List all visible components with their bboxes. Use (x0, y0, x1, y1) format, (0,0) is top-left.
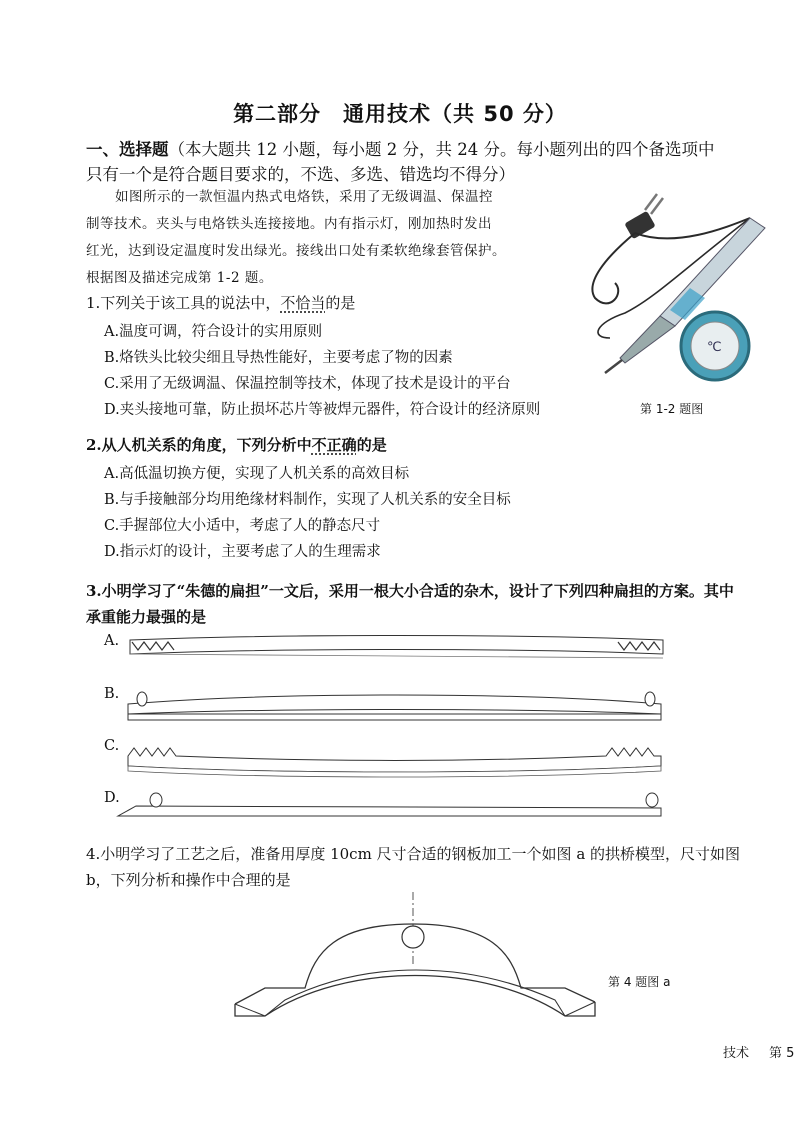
footer-subject: 技术 (723, 1046, 750, 1061)
section-desc-1: （本大题共 12 小题，每小题 2 分，共 24 分。每小题列出的四个备选项中 (168, 140, 715, 159)
figure-4-caption: 第 4 题图 a (608, 975, 671, 989)
section-heading: 一、选择题 (86, 140, 169, 159)
arch-bridge-figure (225, 892, 605, 1022)
svg-text:℃: ℃ (707, 340, 722, 355)
q1-option-d[interactable]: D.夹头接地可靠，防止损坏芯片等被焊元器件，符合设计的经济原则 (104, 402, 541, 418)
q1-emphasis: 不恰当 (280, 294, 326, 312)
q3-option-d-label[interactable]: D. (104, 790, 120, 806)
q1-option-a[interactable]: A.温度可调，符合设计的实用原则 (104, 324, 323, 340)
q2-option-c[interactable]: C.手握部位大小适中，考虑了人的静态尺寸 (104, 518, 381, 534)
section-header (86, 137, 714, 162)
q3-option-b-label[interactable]: B. (104, 686, 120, 702)
q3-option-c-label[interactable]: C. (104, 738, 120, 754)
q1-option-c[interactable]: C.采用了无级调温、保温控制等技术，体现了技术是设计的平台 (104, 376, 511, 392)
intro-line-4: 根据图及描述完成第 1-2 题。 (86, 270, 273, 286)
footer (723, 1042, 794, 1061)
q3-stem-1: 3.小明学习了“朱德的扁担”一文后，采用一根大小合适的杂木，设计了下列四种扁担的方案。其中 (86, 582, 734, 600)
q3-option-a-label[interactable]: A. (104, 633, 120, 649)
figure-12-caption: 第 1-2 题图 (640, 402, 704, 416)
q4-stem-2: b，下列分析和操作中合理的是 (86, 871, 291, 889)
intro-line-2: 制等技术。夹头与电烙铁头连接接地。内有指示灯，刚加热时发出 (86, 216, 492, 232)
bridge-hole (402, 926, 424, 948)
footer-page: 第 5 (769, 1046, 795, 1061)
q3-stem-2: 承重能力最强的是 (86, 608, 207, 626)
q4-stem-1: 4.小明学习了工艺之后，准备用厚度 10cm 尺寸合适的钢板加工一个如图 a 的拱桥模型，尺寸如图 (86, 845, 741, 863)
q1-stem: 1.下列关于该工具的说法中，不恰当的是 (86, 294, 356, 312)
q2-option-a[interactable]: A.高低温切换方便，实现了人机关系的高效目标 (104, 466, 410, 482)
temperature-knob-icon (681, 312, 749, 380)
q2-option-d[interactable]: D.指示灯的设计，主要考虑了人的生理需求 (104, 544, 381, 560)
q3-carrying-pole-c[interactable] (126, 738, 666, 778)
power-plug-icon (624, 194, 663, 239)
q2-emphasis: 不正确 (311, 436, 357, 454)
q2-option-b[interactable]: B.与手接触部分均用绝缘材料制作，实现了人机关系的安全目标 (104, 492, 511, 508)
section-desc-2: 只有一个是符合题目要求的，不选、多选、错选均不得分） (86, 165, 515, 184)
q1-option-b[interactable]: B.烙铁头比较尖细且导热性能好，主要考虑了物的因素 (104, 350, 453, 366)
page-title: 第二部分 通用技术（共 50 分） (233, 102, 567, 126)
q2-stem: 2.从人机关系的角度，下列分析中不正确的是 (86, 436, 387, 454)
intro-line-3: 红光，达到设定温度时发出绿光。接线出口处有柔软绝缘套管保护。 (86, 243, 506, 259)
q3-carrying-pole-d[interactable] (116, 788, 676, 828)
q3-carrying-pole-a[interactable] (128, 630, 668, 670)
power-cable (592, 233, 635, 303)
intro-line-1: 如图所示的一款恒温内热式电烙铁，采用了无级调温、保温控 (115, 189, 493, 205)
q3-carrying-pole-b[interactable] (126, 686, 666, 726)
soldering-iron-figure (565, 188, 775, 388)
